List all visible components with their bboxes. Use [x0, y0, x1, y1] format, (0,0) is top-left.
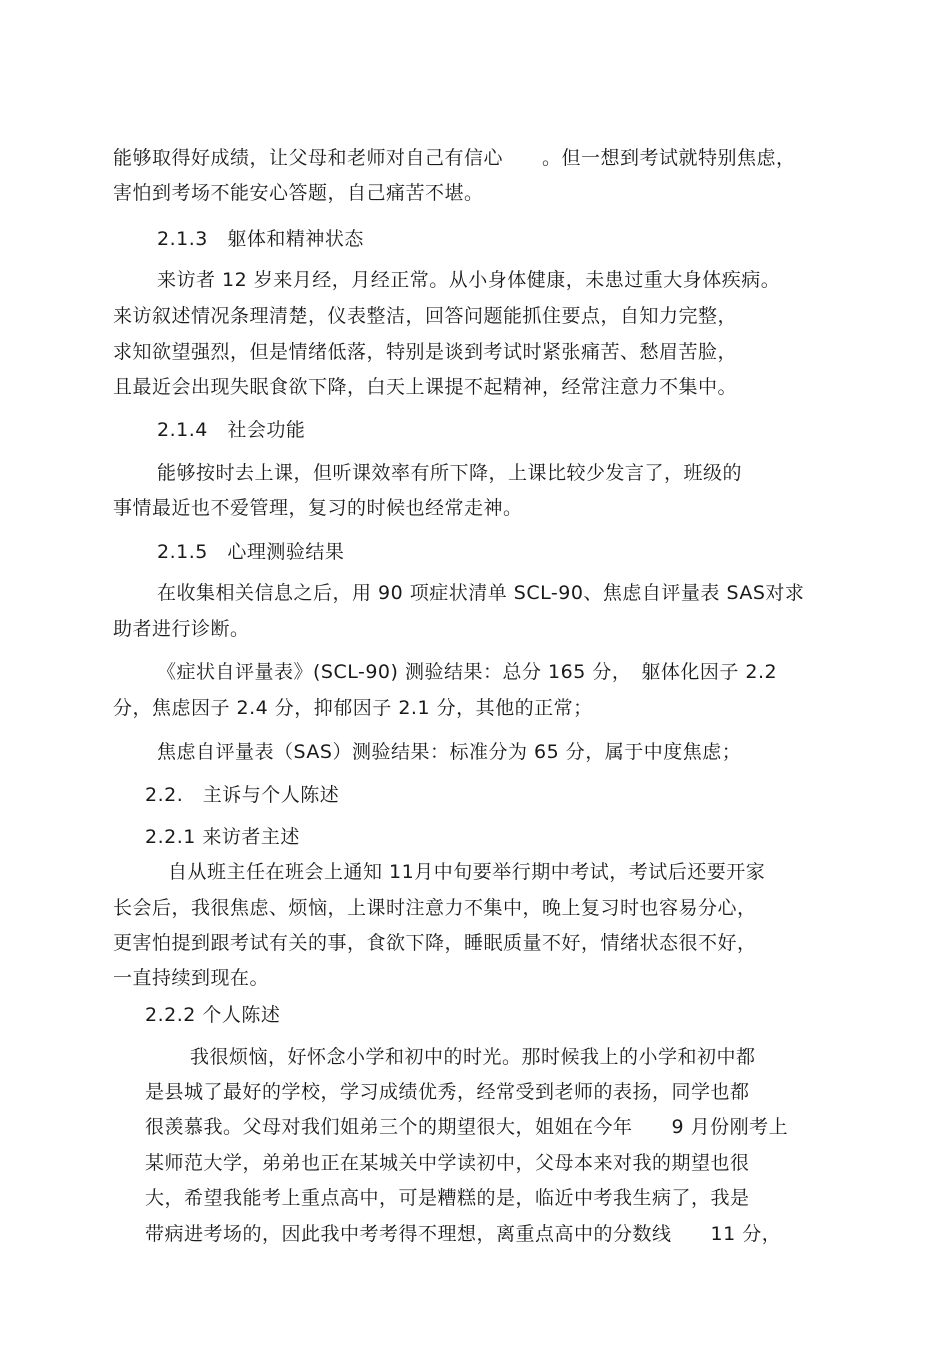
section-heading: 2.1.4 社会功能 — [157, 419, 306, 441]
paragraph-line: 《症状自评量表》(SCL-90) 测验结果：总分 165 分， 躯体化因子 2.2 — [157, 661, 778, 683]
paragraph-line: 长会后，我很焦虑、烦恼，上课时注意力不集中，晚上复习时也容易分心， — [113, 897, 757, 919]
paragraph-line: 分，焦虑因子 2.4 分，抑郁因子 2.1 分，其他的正常； — [113, 697, 593, 719]
paragraph-line: 大，希望我能考上重点高中，可是糟糕的是，临近中考我生病了，我是 — [145, 1187, 750, 1209]
paragraph-line: 一直持续到现在。 — [113, 967, 270, 989]
section-heading: 2.2. 主诉与个人陈述 — [145, 784, 340, 806]
paragraph-line: 焦虑自评量表（SAS）测验结果：标准分为 65 分，属于中度焦虑； — [157, 741, 742, 763]
paragraph-line: 我很烦恼，好怀念小学和初中的时光。那时候我上的小学和初中都 — [190, 1046, 756, 1068]
paragraph-line: 更害怕提到跟考试有关的事，食欲下降，睡眠质量不好，情绪状态很不好， — [113, 932, 757, 954]
paragraph-line: 能够取得好成绩，让父母和老师对自己有信心 。但一想到考试就特别焦虑， — [113, 147, 796, 169]
paragraph-line: 求知欲望强烈，但是情绪低落，特别是谈到考试时紧张痛苦、愁眉苦脸， — [113, 341, 738, 363]
paragraph-line: 来访叙述情况条理清楚，仪表整洁，回答问题能抓住要点，自知力完整， — [113, 305, 738, 327]
paragraph-line: 害怕到考场不能安心答题，自己痛苦不堪。 — [113, 182, 484, 204]
section-heading: 2.2.2 个人陈述 — [145, 1004, 281, 1026]
paragraph-line: 是县城了最好的学校，学习成绩优秀，经常受到老师的表扬，同学也都 — [145, 1081, 750, 1103]
paragraph-line: 某师范大学，弟弟也正在某城关中学读初中，父母本来对我的期望也很 — [145, 1152, 750, 1174]
paragraph-line: 在收集相关信息之后，用 90 项症状清单 SCL-90、焦虑自评量表 SAS对求 — [157, 582, 805, 604]
paragraph-line: 自从班主任在班会上通知 11月中旬要举行期中考试，考试后还要开家 — [168, 861, 766, 883]
paragraph-line: 能够按时去上课，但听课效率有所下降，上课比较少发言了，班级的 — [157, 462, 743, 484]
paragraph-line: 带病进考场的，因此我中考考得不理想，离重点高中的分数线 11 分， — [145, 1223, 782, 1245]
section-heading: 2.1.3 躯体和精神状态 — [157, 228, 364, 250]
section-heading: 2.1.5 心理测验结果 — [157, 541, 345, 563]
paragraph-line: 且最近会出现失眠食欲下降，白天上课提不起精神，经常注意力不集中。 — [113, 376, 738, 398]
section-heading: 2.2.1 来访者主述 — [145, 826, 300, 848]
paragraph-line: 来访者 12 岁来月经，月经正常。从小身体健康，未患过重大身体疾病。 — [157, 269, 781, 291]
paragraph-line: 助者进行诊断。 — [113, 618, 250, 640]
paragraph-line: 很羡慕我。父母对我们姐弟三个的期望很大，姐姐在今年 9 月份刚考上 — [145, 1116, 789, 1138]
paragraph-line: 事情最近也不爱管理，复习的时候也经常走神。 — [113, 497, 523, 519]
